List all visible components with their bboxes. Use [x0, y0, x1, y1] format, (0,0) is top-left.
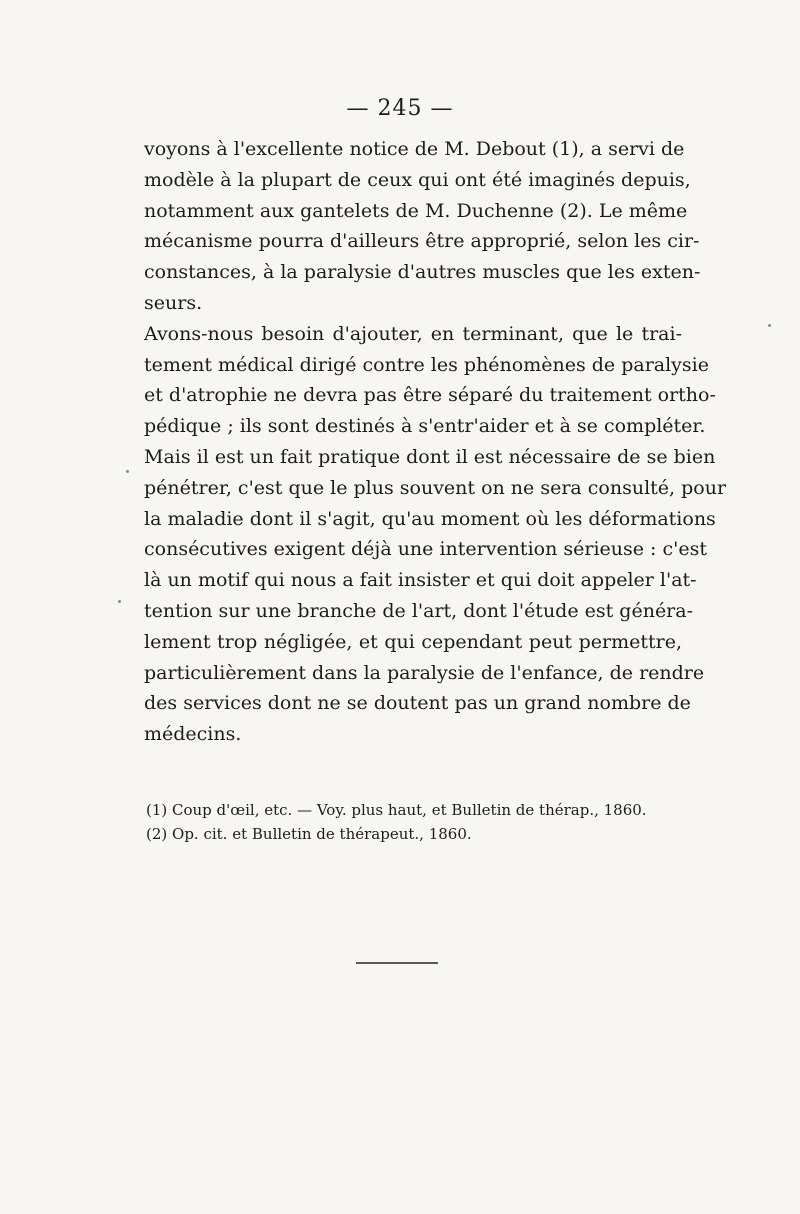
text-line: seurs.	[144, 291, 203, 314]
text-line: notamment aux gantelets de M. Duchenne (2). Le même	[144, 199, 688, 222]
text-line: Mais il est un fait pratique dont il est nécessaire de se bien	[144, 445, 716, 468]
bleed-through-rule	[356, 962, 438, 964]
page-number: — 245 —	[346, 96, 454, 121]
text-line: là un motif qui nous a fait insister et qui doit appeler l'at-	[144, 569, 697, 592]
text-line: pénétrer, c'est que le plus souvent on ne sera consulté, pour	[144, 476, 727, 499]
paper-speck	[126, 470, 129, 473]
text-line: constances, à la paralysie d'autres muscles que les exten-	[144, 261, 701, 284]
footnote: (2) Op. cit. et Bulletin de thérapeut., 1860.	[146, 825, 472, 843]
text-line: pédique ; ils sont destinés à s'entr'aider et à se compléter.	[144, 415, 706, 438]
paper-speck	[118, 600, 121, 603]
text-line: médecins.	[144, 723, 242, 746]
text-line: mécanisme pourra d'ailleurs être approprié, selon les cir-	[144, 230, 700, 253]
text-line: des services dont ne se doutent pas un grand nombre de	[144, 692, 691, 715]
text-line: modèle à la plupart de ceux qui ont été imaginés depuis,	[144, 168, 691, 191]
text-line: tention sur une branche de l'art, dont l'étude est généra-	[144, 599, 694, 622]
paper-speck	[768, 324, 771, 327]
text-line: tement médical dirigé contre les phénomènes de paralysie	[144, 353, 709, 376]
text-line: la maladie dont il s'agit, qu'au moment où les déformations	[144, 507, 716, 530]
text-line: consécutives exigent déjà une intervention sérieuse : c'est	[144, 538, 707, 561]
text-line: voyons à l'excellente notice de M. Debout (1), a servi de	[144, 138, 685, 160]
footnotes	[146, 798, 686, 846]
text-line: lement trop négligée, et qui cependant peut permettre,	[144, 630, 682, 653]
text-line: Avons-nous besoin d'ajouter, en terminant, que le trai-	[144, 322, 682, 345]
text-line: particulièrement dans la paralysie de l'enfance, de rendre	[144, 661, 705, 684]
text-line: et d'atrophie ne devra pas être séparé du traitement ortho-	[144, 384, 716, 407]
footnote: (1) Coup d'œil, etc. — Voy. plus haut, et Bulletin de thérap., 1860.	[146, 801, 647, 819]
body-text	[144, 134, 727, 750]
